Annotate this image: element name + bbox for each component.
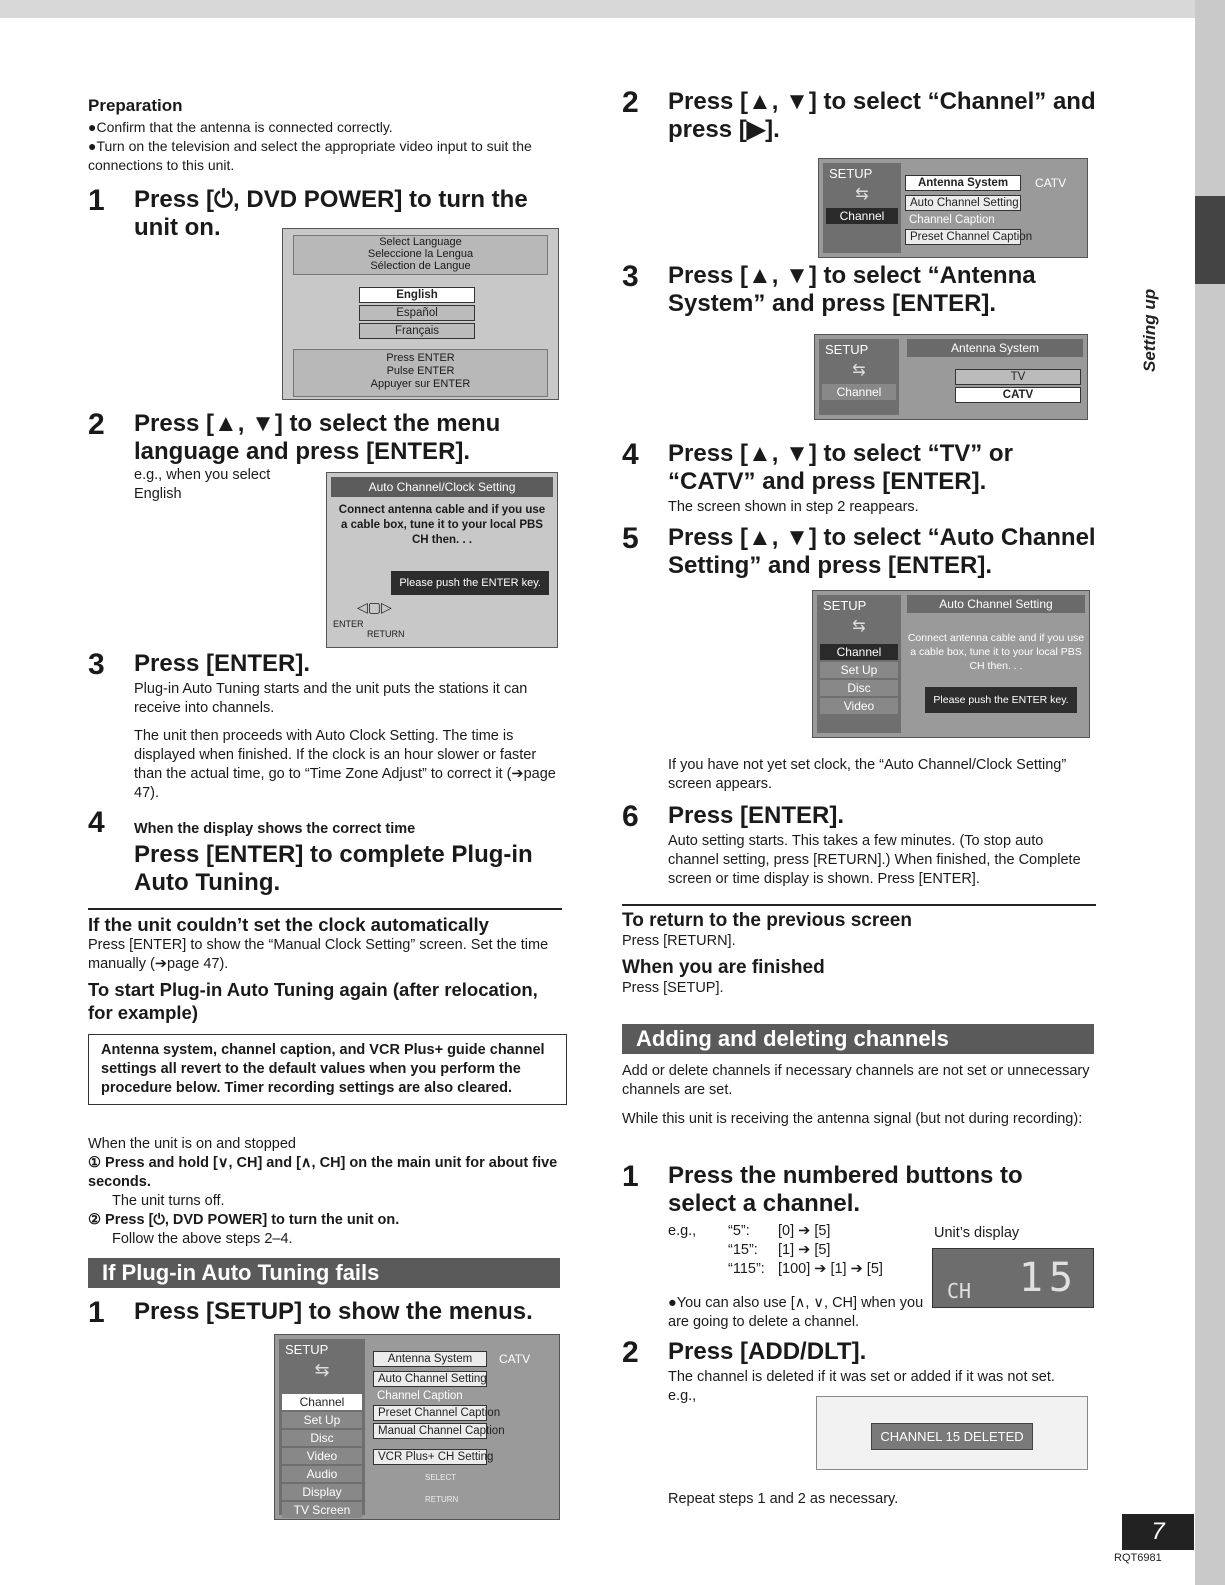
opt-antenna-value: CATV <box>499 1352 531 1366</box>
display-ch: CH <box>947 1279 972 1303</box>
menu-item-setup[interactable]: Set Up <box>282 1412 362 1428</box>
menu-item-video[interactable]: Video <box>282 1448 362 1464</box>
step-title: Press [ENTER]. <box>134 650 311 677</box>
step-number: 1 <box>622 1160 639 1193</box>
setup-graphic-icon: ⇆ <box>852 618 866 635</box>
finished-heading: When you are finished <box>622 957 825 978</box>
step-body: Auto setting starts. This takes a few minutes. (To stop auto channel setting, press [RETURN].) When finished, the Complete screen or time display is shown. Press [ENTER]. <box>668 833 1081 887</box>
press-line: Pulse ENTER <box>386 365 455 377</box>
step-title: Press [ADD/DLT]. <box>668 1338 867 1365</box>
top-band <box>0 0 1225 18</box>
channel-menu-list <box>823 163 901 253</box>
adding-step-1 <box>622 1162 1097 1218</box>
preparation <box>88 96 563 175</box>
step-number: 6 <box>622 800 639 833</box>
lang-option-espanol[interactable]: Español <box>359 305 475 321</box>
opt-antenna-system[interactable]: Antenna System <box>905 175 1021 191</box>
opt-preset-caption[interactable]: Preset Channel Caption <box>905 229 1021 245</box>
section-rule <box>88 908 562 910</box>
clock-body: Press [ENTER] to show the “Manual Clock Setting” screen. Set the time manually (➔page 47). <box>88 937 549 972</box>
step-title: Press [⏻, DVD POWER] to turn the unit on. <box>134 186 528 241</box>
lang-title-line: Select Language <box>379 236 462 248</box>
setup-menu-screen <box>274 1334 560 1520</box>
step-body: If you have not yet set clock, the “Auto Channel/Clock Setting” screen appears. <box>668 757 1067 792</box>
reset-item-1b: The unit turns off. <box>112 1193 225 1209</box>
step-body: Plug-in Auto Tuning starts and the unit puts the stations it can receive into channels. <box>134 681 528 716</box>
menu-item-channel[interactable]: Channel <box>826 208 898 224</box>
opt-catv[interactable]: CATV <box>955 387 1081 403</box>
ex-channel: “5”: <box>728 1223 750 1239</box>
footer-return: RETURN <box>425 1495 459 1504</box>
step-note: e.g., when you select English <box>134 467 271 502</box>
adding-bullet-text: ●You can also use [∧, ∨, CH] when you are going to delete a channel. <box>668 1295 924 1330</box>
right-step-3 <box>622 262 1097 318</box>
step-eg: e.g., <box>668 1388 697 1404</box>
lang-title-line: Seleccione la Lengua <box>367 248 474 260</box>
right-step-5 <box>622 524 1097 580</box>
setup-graphic-icon: ⇆ <box>855 186 869 203</box>
menu-item-audio[interactable]: Audio <box>282 1466 362 1482</box>
restart-heading: To start Plug-in Auto Tuning again (after relocation, for example) <box>88 979 538 1023</box>
step-body: The unit then proceeds with Auto Clock Setting. The time is displayed when finished. If the clock is an hour slower or faster than the actual time, go to “Time Zone Adjust” to correct it (➔page 47). <box>134 728 556 801</box>
menu-item-setup[interactable]: Set Up <box>820 662 898 678</box>
step-body: The screen shown in step 2 reappears. <box>668 499 919 515</box>
step-body: The channel is deleted if it was set or added if it was not set. <box>668 1369 1055 1385</box>
ex-channel: “115”: <box>728 1261 765 1277</box>
setup-options <box>373 1349 551 1467</box>
opt-antenna-value: CATV <box>1035 176 1067 190</box>
reset-procedure <box>88 1135 562 1249</box>
preparation-heading: Preparation <box>88 96 183 115</box>
setup-head: SETUP <box>285 1342 329 1357</box>
setup-head: SETUP <box>825 342 869 357</box>
setup-menu-list <box>279 1339 365 1515</box>
step-title: Press [ENTER] to complete Plug-in Auto Tuning. <box>134 841 533 896</box>
step-title: Press [SETUP] to show the menus. <box>134 1298 533 1325</box>
antenna-screen <box>814 334 1088 420</box>
return-body: Press [RETURN]. <box>622 933 736 949</box>
warning-box: Antenna system, channel caption, and VCR Plus+ guide channel settings all revert to the default values when you perform the procedure below. Timer recording settings are also cleared. <box>88 1034 567 1105</box>
setup-graphic-icon: ⇆ <box>852 362 866 379</box>
lang-option-francais[interactable]: Français <box>359 323 475 339</box>
document-code: RQT6981 <box>1114 1552 1162 1564</box>
auto-clock-screen <box>326 472 558 648</box>
adding-bullet <box>668 1294 932 1332</box>
auto-channel-head: Auto Channel Setting <box>907 595 1085 613</box>
channel-caption-label: Channel Caption <box>909 214 995 226</box>
antenna-menu-list <box>819 339 899 415</box>
finished-body: Press [SETUP]. <box>622 980 724 996</box>
adding-header: Adding and deleting channels <box>622 1024 1094 1054</box>
press-line: Appuyer sur ENTER <box>370 378 471 390</box>
opt-auto-channel[interactable]: Auto Channel Setting <box>373 1371 487 1387</box>
step-title: Press the numbered buttons to select a channel. <box>668 1162 1023 1217</box>
right-step-6 <box>622 802 1097 889</box>
step-number: 1 <box>88 1296 105 1329</box>
units-display-label: Unit’s display <box>934 1225 1020 1241</box>
step-title: Press [▲, ▼] to select “Antenna System” and press [ENTER]. <box>668 262 1036 317</box>
step-title: Press [▲, ▼] to select “Channel” and press [▶]. <box>668 88 1096 143</box>
dpad-icon: ◁▢▷ <box>357 599 392 615</box>
when-text: When the unit is on and stopped <box>88 1136 296 1152</box>
clock-heading: If the unit couldn’t set the clock automatically <box>88 914 489 935</box>
step-title: Press [ENTER]. <box>668 802 845 829</box>
reset-item-2b: Follow the above steps 2–4. <box>112 1231 293 1247</box>
menu-item-disc[interactable]: Disc <box>282 1430 362 1446</box>
ex-keys: [0] ➔ [5] <box>778 1223 831 1239</box>
ex-keys: [100] ➔ [1] ➔ [5] <box>778 1261 883 1277</box>
prep-bullet-2: ●Turn on the television and select the appropriate video input to suit the connections to this unit. <box>88 138 532 173</box>
section-rule <box>622 904 1096 906</box>
prep-bullet-1: ●Confirm that the antenna is connected correctly. <box>88 119 393 135</box>
adding-p2: While this unit is receiving the antenna signal (but not during recording): <box>622 1111 1083 1127</box>
opt-preset-caption[interactable]: Preset Channel Caption <box>373 1405 487 1421</box>
channel-caption-label: Channel Caption <box>377 1390 463 1402</box>
step-title: Press [▲, ▼] to select “Auto Channel Setting” and press [ENTER]. <box>668 524 1096 579</box>
auto-channel-menu-list <box>817 595 901 733</box>
menu-item-channel[interactable]: Channel <box>282 1394 362 1410</box>
step-number: 2 <box>88 408 105 441</box>
ex-keys: [1] ➔ [5] <box>778 1242 831 1258</box>
channel-examples <box>668 1222 928 1279</box>
channel-menu-screen <box>818 158 1088 258</box>
opt-tv[interactable]: TV <box>955 369 1081 385</box>
opt-manual-caption[interactable]: Manual Channel Caption <box>373 1423 487 1439</box>
menu-item-display[interactable]: Display <box>282 1484 362 1500</box>
return-heading: To return to the previous screen <box>622 910 912 931</box>
language-options <box>359 285 475 341</box>
lang-title-line: Sélection de Langue <box>370 260 471 272</box>
push-enter-button[interactable]: Please push the ENTER key. <box>391 571 549 595</box>
deleted-message: CHANNEL 15 DELETED <box>871 1423 1033 1450</box>
step-number: 4 <box>88 806 105 839</box>
menu-item-channel[interactable]: Channel <box>820 644 898 660</box>
opt-auto-channel[interactable]: Auto Channel Setting <box>905 195 1021 211</box>
reset-item-1: ① Press and hold [∨, CH] and [∧, CH] on the main unit for about five seconds. <box>88 1155 558 1190</box>
press-line: Press ENTER <box>386 352 455 364</box>
fails-step-1 <box>88 1296 563 1329</box>
auto-channel-screen <box>812 590 1090 738</box>
setup-head: SETUP <box>823 598 867 613</box>
step-number: 3 <box>88 648 105 681</box>
language-screen <box>282 228 559 400</box>
step-title: Press [▲, ▼] to select the menu language and press [ENTER]. <box>134 410 501 465</box>
fails-header: If Plug-in Auto Tuning fails <box>88 1258 560 1288</box>
step-title: Press [▲, ▼] to select “TV” or “CATV” and press [ENTER]. <box>668 440 1013 495</box>
menu-item-disc[interactable]: Disc <box>820 680 898 696</box>
step-number: 5 <box>622 522 639 555</box>
return-section <box>622 910 1096 998</box>
repeat-text: Repeat steps 1 and 2 as necessary. <box>668 1491 899 1507</box>
auto-clock-text: Connect antenna cable and if you use a cable box, tune it to your local PBS CH then. . . <box>338 504 546 546</box>
adding-p1: Add or delete channels if necessary channels are not set or unnecessary channels are set. <box>622 1063 1090 1098</box>
channel-options <box>905 173 1081 247</box>
right-step-4 <box>622 440 1097 517</box>
opt-vcr-plus[interactable]: VCR Plus+ CH Setting <box>373 1449 487 1465</box>
eg-label: e.g., <box>668 1223 697 1239</box>
auto-channel-text: Connect antenna cable and if you use a cable box, tune it to your local PBS CH then. . . <box>907 632 1085 672</box>
menu-item-video[interactable]: Video <box>820 698 898 714</box>
menu-item-tv-screen[interactable]: TV Screen <box>282 1502 362 1518</box>
side-tab-marker <box>1195 196 1225 284</box>
step-5-note <box>668 756 1096 794</box>
adding-intro <box>622 1062 1096 1129</box>
left-step-4 <box>88 808 563 897</box>
step-pre: When the display shows the correct time <box>134 821 416 837</box>
deleted-screen <box>816 1396 1088 1470</box>
push-enter-button[interactable]: Please push the ENTER key. <box>925 687 1077 713</box>
unit-display <box>932 1248 1094 1308</box>
antenna-options <box>955 367 1081 405</box>
language-title-box <box>293 235 548 275</box>
ex-channel: “15”: <box>728 1242 758 1258</box>
return-label: RETURN <box>367 629 405 639</box>
clock-section <box>88 914 562 1024</box>
step-number: 2 <box>622 86 639 119</box>
footer-select: SELECT <box>425 1473 457 1482</box>
display-number: 15 <box>1018 1255 1079 1301</box>
step-number: 1 <box>88 184 105 217</box>
opt-antenna-system[interactable]: Antenna System <box>373 1351 487 1367</box>
page-number: 7 <box>1122 1514 1194 1550</box>
side-tab-label: Setting up <box>1140 288 1159 372</box>
reset-item-2: ② Press [⏻, DVD POWER] to turn the unit on. <box>88 1212 400 1228</box>
step-number: 2 <box>622 1336 639 1369</box>
left-step-3 <box>88 650 563 803</box>
antenna-head: Antenna System <box>907 339 1083 357</box>
setup-graphic-icon: ⇆ <box>314 1360 330 1380</box>
auto-clock-header: Auto Channel/Clock Setting <box>331 477 553 497</box>
step-number: 3 <box>622 260 639 293</box>
lang-option-english[interactable]: English <box>359 287 475 303</box>
step-number: 4 <box>622 438 639 471</box>
setup-head: SETUP <box>829 166 873 181</box>
menu-item-channel[interactable]: Channel <box>822 384 896 400</box>
enter-label: ENTER <box>333 619 364 629</box>
language-press-box <box>293 349 548 397</box>
right-step-2 <box>622 88 1097 144</box>
